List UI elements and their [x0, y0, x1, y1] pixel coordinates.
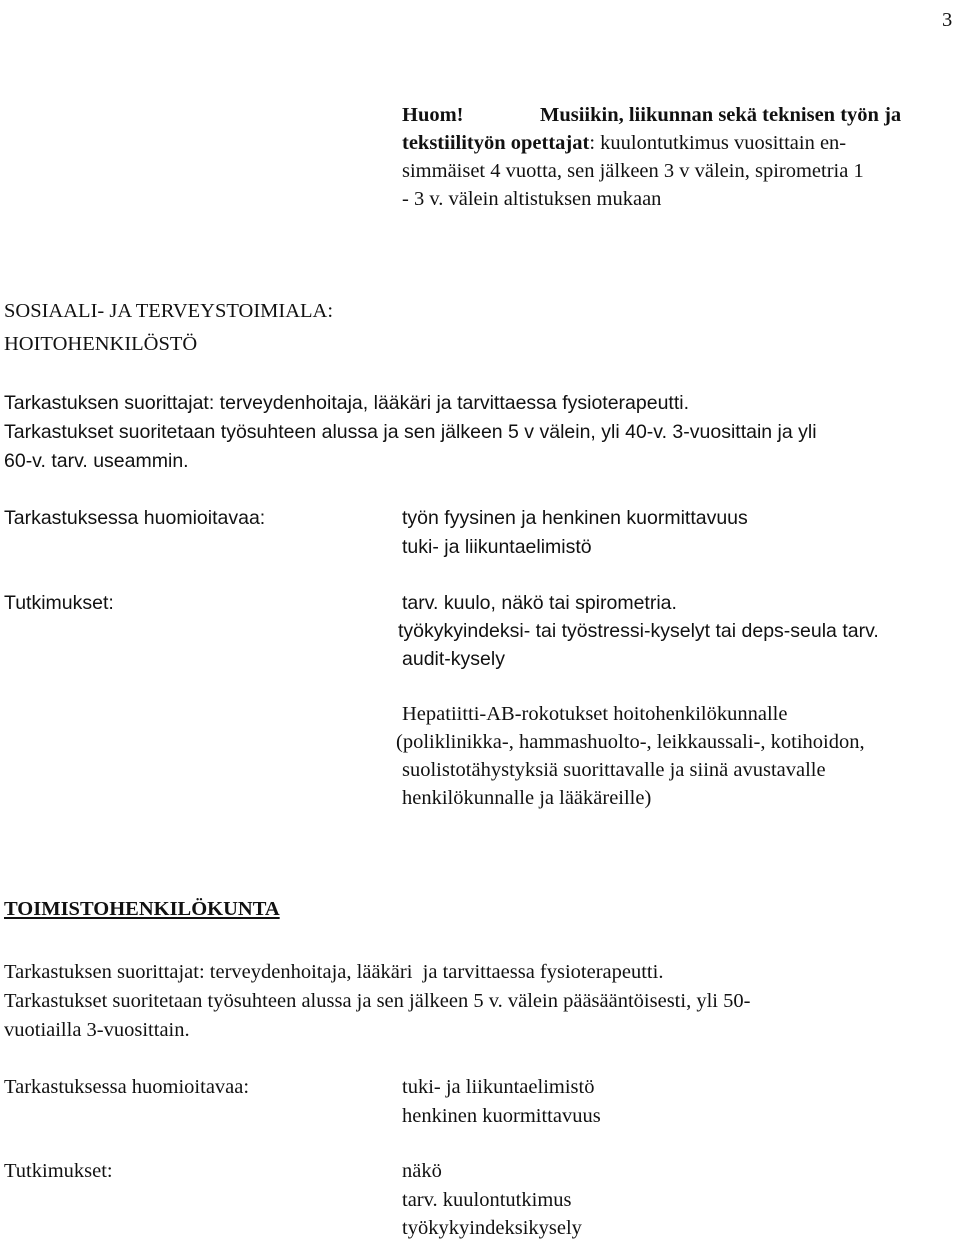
note-line-4: - 3 v. välein altistuksen mukaan	[402, 188, 662, 210]
hepatitis-line: henkilökunnalle ja lääkäreille)	[402, 787, 652, 809]
toimisto-heading: TOIMISTOHENKILÖKUNTA	[4, 898, 280, 920]
toimisto-label-huomioitavaa: Tarkastuksessa huomioitavaa:	[4, 1076, 250, 1098]
hepatitis-line: Hepatiitti-AB-rokotukset hoitohenkilökunnalle	[402, 703, 788, 725]
note-line-2	[402, 129, 846, 157]
toimisto-tutkimukset-item: tarv. kuulontutkimus	[402, 1189, 572, 1211]
sote-huomioitavaa-item: tuki- ja liikuntaelimistö	[402, 536, 592, 558]
page-number: 3	[942, 9, 953, 31]
sote-para-line-1: Tarkastuksen suorittajat: terveydenhoitaja, lääkäri ja tarvittaessa fysioterapeutti.	[4, 392, 690, 414]
hepatitis-line: (poliklinikka-, hammashuolto-, leikkaussali-, kotihoidon,	[396, 731, 865, 753]
note-line-3: simmäiset 4 vuotta, sen jälkeen 3 v välein, spirometria 1	[402, 160, 864, 182]
sote-para-line-2: Tarkastukset suoritetaan työsuhteen alussa ja sen jälkeen 5 v välein, yli 40-v. 3-vuosittain ja yli	[4, 421, 817, 443]
sote-para-line-3: 60-v. tarv. useammin.	[4, 450, 189, 472]
sote-tutkimukset-item: työkykyindeksi- tai työstressi-kyselyt tai deps-seula tarv.	[398, 620, 879, 642]
toimisto-para-line-3: vuotiailla 3-vuosittain.	[4, 1019, 190, 1041]
toimisto-tutkimukset-item: työkykyindeksikysely	[402, 1217, 582, 1239]
toimisto-huomioitavaa-item: henkinen kuormittavuus	[402, 1105, 601, 1127]
toimisto-huomioitavaa-item: tuki- ja liikuntaelimistö	[402, 1076, 595, 1098]
sote-heading-2: HOITOHENKILÖSTÖ	[4, 333, 198, 355]
sote-tutkimukset-item: tarv. kuulo, näkö tai spirometria.	[402, 592, 677, 614]
sote-heading-1: SOSIAALI- JA TERVEYSTOIMIALA:	[4, 300, 334, 322]
note-line-1: Musiikin, liikunnan sekä teknisen työn ja	[540, 104, 902, 126]
toimisto-tutkimukset-item: näkö	[402, 1160, 442, 1182]
toimisto-para-line-1: Tarkastuksen suorittajat: terveydenhoitaja, lääkäri ja tarvittaessa fysioterapeutti.	[4, 961, 664, 983]
sote-huomioitavaa-item: työn fyysinen ja henkinen kuormittavuus	[402, 507, 748, 529]
toimisto-label-tutkimukset: Tutkimukset:	[4, 1160, 113, 1182]
sote-label-tutkimukset: Tutkimukset:	[4, 592, 114, 614]
sote-tutkimukset-item: audit-kysely	[402, 648, 505, 670]
note-line-2-bold: tekstiilityön opettajat	[402, 132, 590, 154]
note-line-2-rest: : kuulontutkimus vuosittain en-	[589, 132, 847, 154]
note-huom: Huom!	[402, 104, 464, 126]
sote-label-huomioitavaa: Tarkastuksessa huomioitavaa:	[4, 507, 266, 529]
hepatitis-line: suolistotähystyksiä suorittavalle ja siinä avustavalle	[402, 759, 826, 781]
toimisto-para-line-2: Tarkastukset suoritetaan työsuhteen alussa ja sen jälkeen 5 v. välein pääsääntöisesti, yli 50-	[4, 990, 751, 1012]
